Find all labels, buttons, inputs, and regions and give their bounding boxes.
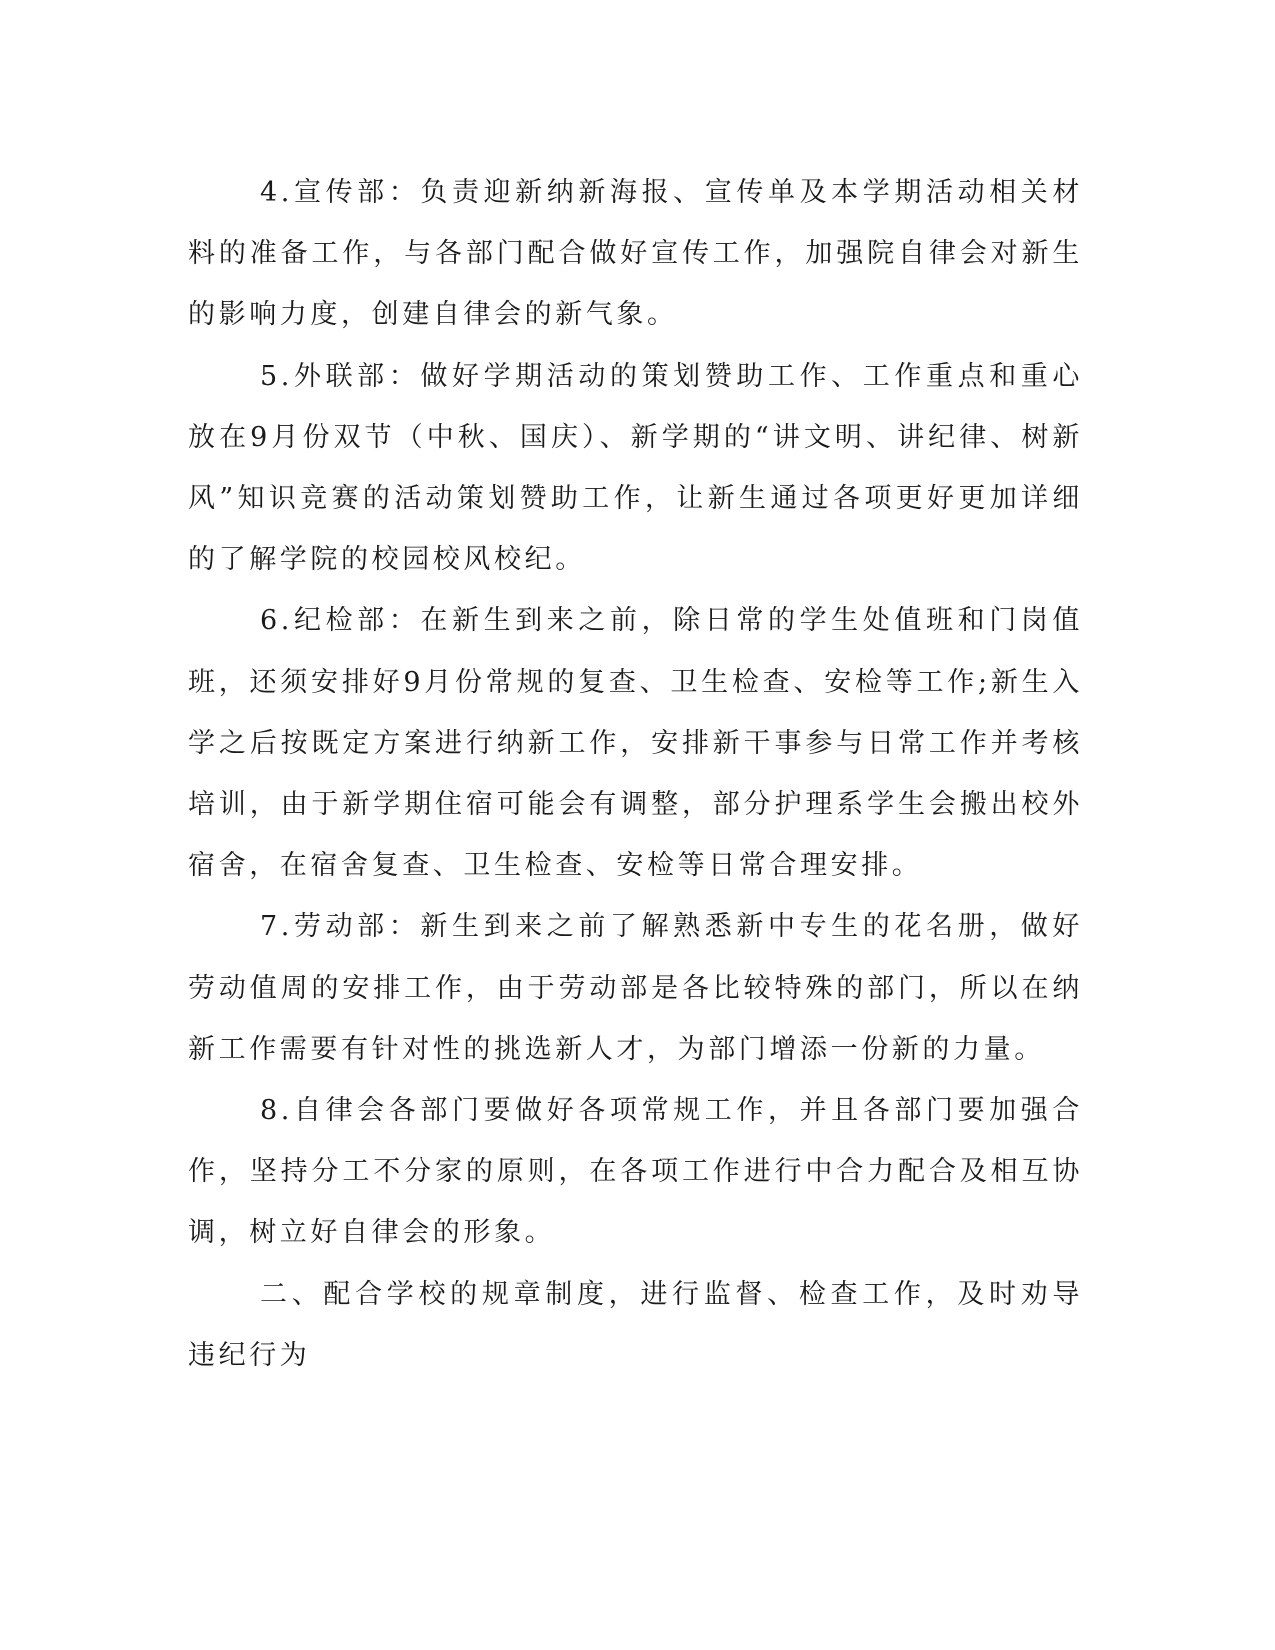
section-heading-two: 二、配合学校的规章制度，进行监督、检查工作，及时劝导违纪行为 <box>188 1278 1083 1371</box>
paragraph-propaganda-dept: 4.宣传部：负责迎新纳新海报、宣传单及本学期活动相关材料的准备工作，与各部门配合做好宣传工作，加强院自律会对新生的影响力度，创建自律会的新气象。 <box>188 177 1083 331</box>
paragraph-discipline-dept: 6.纪检部：在新生到来之前，除日常的学生处值班和门岗值班，还须安排好9月份常规的复查、卫生检查、安检等工作;新生入学之后按既定方案进行纳新工作，安排新干事参与日常工作并考核培训，由于新学期住宿可能会有调整，部分护理系学生会搬出校外宿舍，在宿舍复查、卫生检查、安检等日常合理安排。 <box>188 605 1083 882</box>
paragraph-external-relations-dept: 5.外联部：做好学期活动的策划赞助工作、工作重点和重心放在9月份双节（中秋、国庆）、新学期的“讲文明、讲纪律、树新风”知识竞赛的活动策划赞助工作，让新生通过各项更好更加详细的了解学院的校园校风校纪。 <box>188 360 1083 576</box>
paragraph-all-departments: 8.自律会各部门要做好各项常规工作，并且各部门要加强合作，坚持分工不分家的原则，在各项工作进行中合力配合及相互协调，树立好自律会的形象。 <box>188 1095 1083 1249</box>
paragraph-labor-dept: 7.劳动部：新生到来之前了解熟悉新中专生的花名册，做好劳动值周的安排工作，由于劳动部是各比较特殊的部门，所以在纳新工作需要有针对性的挑选新人才，为部门增添一份新的力量。 <box>188 911 1083 1065</box>
document-body <box>188 162 1083 1386</box>
